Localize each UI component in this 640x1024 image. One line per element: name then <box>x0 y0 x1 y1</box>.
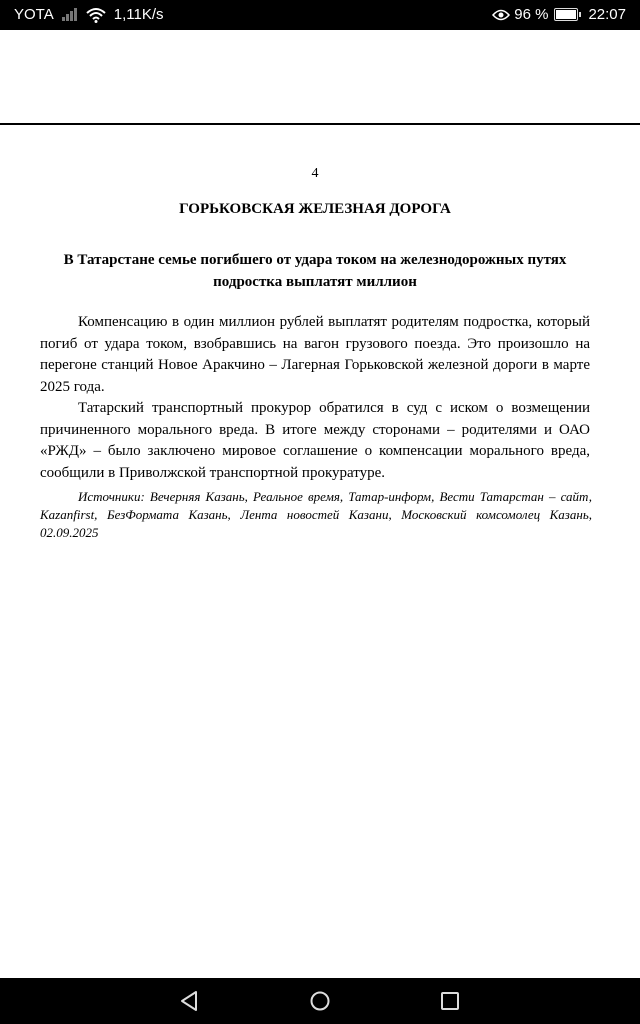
article-paragraph: Татарский транспортный прокурор обратился в суд с иском о возмещении причиненного морального вреда. В итоге между сторонами – родителями и ОАО «РЖД» – было заключено мировое соглашение о компенсации морального вреда, сообщили в Приволжской транспортной прокуратуре. <box>40 400 590 481</box>
clock: 22:07 <box>588 6 626 23</box>
battery-icon <box>554 8 578 21</box>
battery-percent: 96 % <box>514 6 549 23</box>
battery-fill <box>556 10 575 19</box>
recents-icon <box>440 991 460 1011</box>
article-paragraph: Компенсацию в один миллион рублей выплатят родителям подростка, который погиб от удара током, взобравшись на вагон грузового поезда. Это произошло на перегоне станций Новое Аракчино – Лагерная Горьковской железной дороги в марте 2025 года. <box>40 314 590 395</box>
page-number: 4 <box>311 166 319 181</box>
article-body <box>40 312 590 484</box>
article-headline: В Татарстане семье погибшего от удара током на железнодорожных путях подростка выплатят миллион <box>63 252 567 290</box>
back-icon <box>179 990 199 1012</box>
status-bar <box>0 0 640 30</box>
header-divider <box>0 123 640 125</box>
carrier-name: YOTA <box>14 6 54 23</box>
home-button[interactable] <box>307 988 333 1014</box>
section-title: ГОРЬКОВСКАЯ ЖЕЛЕЗНАЯ ДОРОГА <box>179 201 451 217</box>
back-button[interactable] <box>176 988 202 1014</box>
recents-button[interactable] <box>437 988 463 1014</box>
home-icon <box>309 990 331 1012</box>
eye-icon <box>492 9 510 21</box>
article-sources: Источники: Вечерняя Казань, Реальное время, Татар-информ, Вести Татарстан – сайт, Kazanfirst, БезФормата Казань, Лента новостей Казани, Московский комсомолец Казань, 02.09.2025 <box>40 489 592 540</box>
navigation-bar <box>0 978 640 1024</box>
wifi-icon <box>86 7 106 23</box>
network-speed: 1,11K/s <box>113 6 164 23</box>
signal-icon <box>62 8 78 21</box>
